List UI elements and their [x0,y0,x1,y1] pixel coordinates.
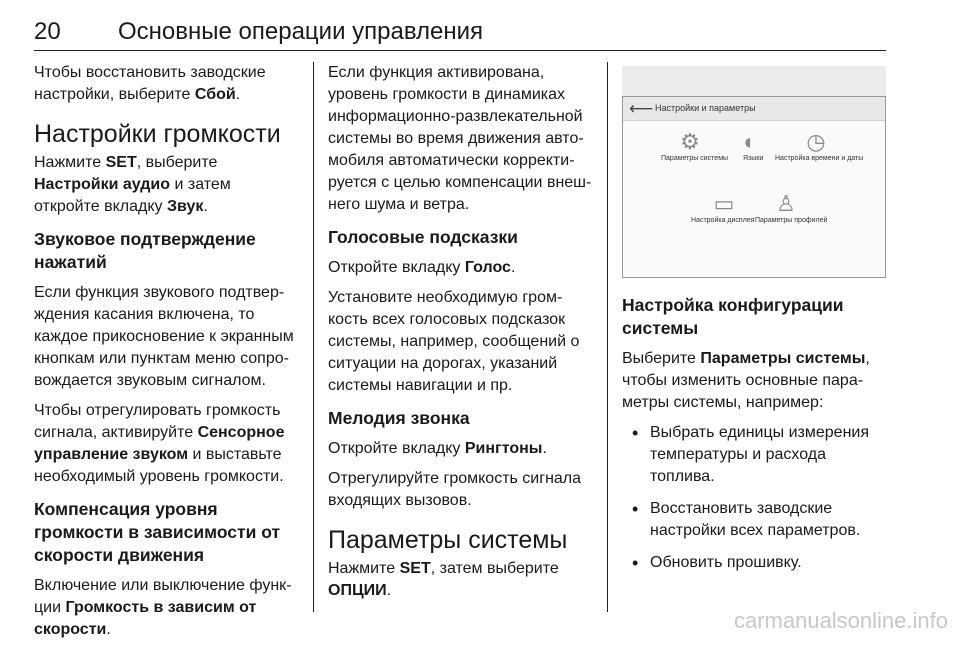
menu-item-languages[interactable]: Языки [743,155,764,162]
list-item: • Восстановить заводские настройки всех параметров. [622,498,886,542]
screen-title: Настройки и параметры [655,103,756,113]
system-paragraph: Нажмите SET, затем выберите ОПЦИИ. [328,560,559,599]
heading-volume-settings: Настройки громкости [34,120,281,148]
column-left [34,62,299,649]
speed-description: Если функция активирована, уровень громкости в динамиках информационно-развлекательной системы во время движения автомобиля автоматически корректируется с целью компенсации внешнего шума и ветра. [328,64,592,213]
intro-paragraph: Чтобы восстановить заводские настройки, выберите Сбой. [34,64,266,103]
page-title: Основные операции управления [118,18,484,45]
heading-ringtone: Мелодия звонка [328,408,470,428]
settings-screen [622,96,886,278]
menu-item-profiles[interactable]: Параметры профилей [755,217,828,224]
config-bullet-list [622,422,886,574]
clock-calendar-icon[interactable]: ◷ [806,129,826,154]
config-paragraph: Выберите Параметры системы, чтобы изменить основные параметры системы, например: [622,350,870,411]
page-number: 20 [34,18,61,45]
watermark: carmanualsonline.info [733,608,948,633]
ring-paragraph-1: Откройте вкладку Рингтоны. [328,440,547,457]
gears-icon[interactable]: ⚙ [680,129,700,154]
display-icon[interactable]: ▭ [713,191,735,216]
voice-paragraph-2: Установите необходимую громкость всех голосовых подсказок системы, например, сообщений о ситуации на дорогах, указаний системы навигации и пр. [328,289,580,394]
menu-item-system-settings[interactable]: Параметры системы [661,155,729,162]
voice-paragraph-1: Откройте вкладку Голос. [328,259,516,276]
profile-icon[interactable]: ♙ [776,191,796,216]
ring-paragraph-2: Отрегулируйте громкость сигнала входящих вызовов. [328,470,582,509]
menu-item-time-date[interactable]: Настройка времени и даты [775,155,864,162]
touch-paragraph-2: Чтобы отрегулировать громкость сигнала, активируйте Сенсорное управление звуком и выставьте необходимый уровень громкости. [34,402,285,485]
heading-system-config: Настройка конфигурации системы [622,295,844,338]
list-item: • Обновить прошивку. [622,552,886,574]
list-item: • Выбрать единицы измерения температуры и расхода топлива. [622,422,886,488]
volume-paragraph: Нажмите SET, выберите Настройки аудио и затем откройте вкладку Звук. [34,154,231,215]
heading-touch-beep: Звуковое подтверждение нажатий [34,229,256,272]
touch-paragraph-1: Если функция звукового подтверждения касания включена, то каждое прикосновение к экранным кнопкам или пунктам меню сопровождается звуковым сигналом. [34,284,294,389]
menu-item-display[interactable]: Настройка дисплея [691,217,755,224]
screen-title-bar [623,97,885,121]
column-divider [313,62,314,612]
heading-speed-compensation: Компенсация уровня громкости в зависимости от скорости движения [34,499,281,565]
back-arrow-icon[interactable]: ⟵ [629,99,654,118]
page-header [34,14,886,51]
speed-paragraph: Включение или выключение функции Громкость в зависим от скорости. [34,577,292,638]
column-right [622,62,886,584]
settings-screenshot [622,66,886,278]
heading-voice-prompts: Голосовые подсказки [328,227,518,247]
column-divider [607,62,608,612]
globe-speech-icon[interactable]: ◐ [743,129,757,154]
heading-system-settings: Параметры системы [328,526,568,554]
column-middle [328,62,593,610]
